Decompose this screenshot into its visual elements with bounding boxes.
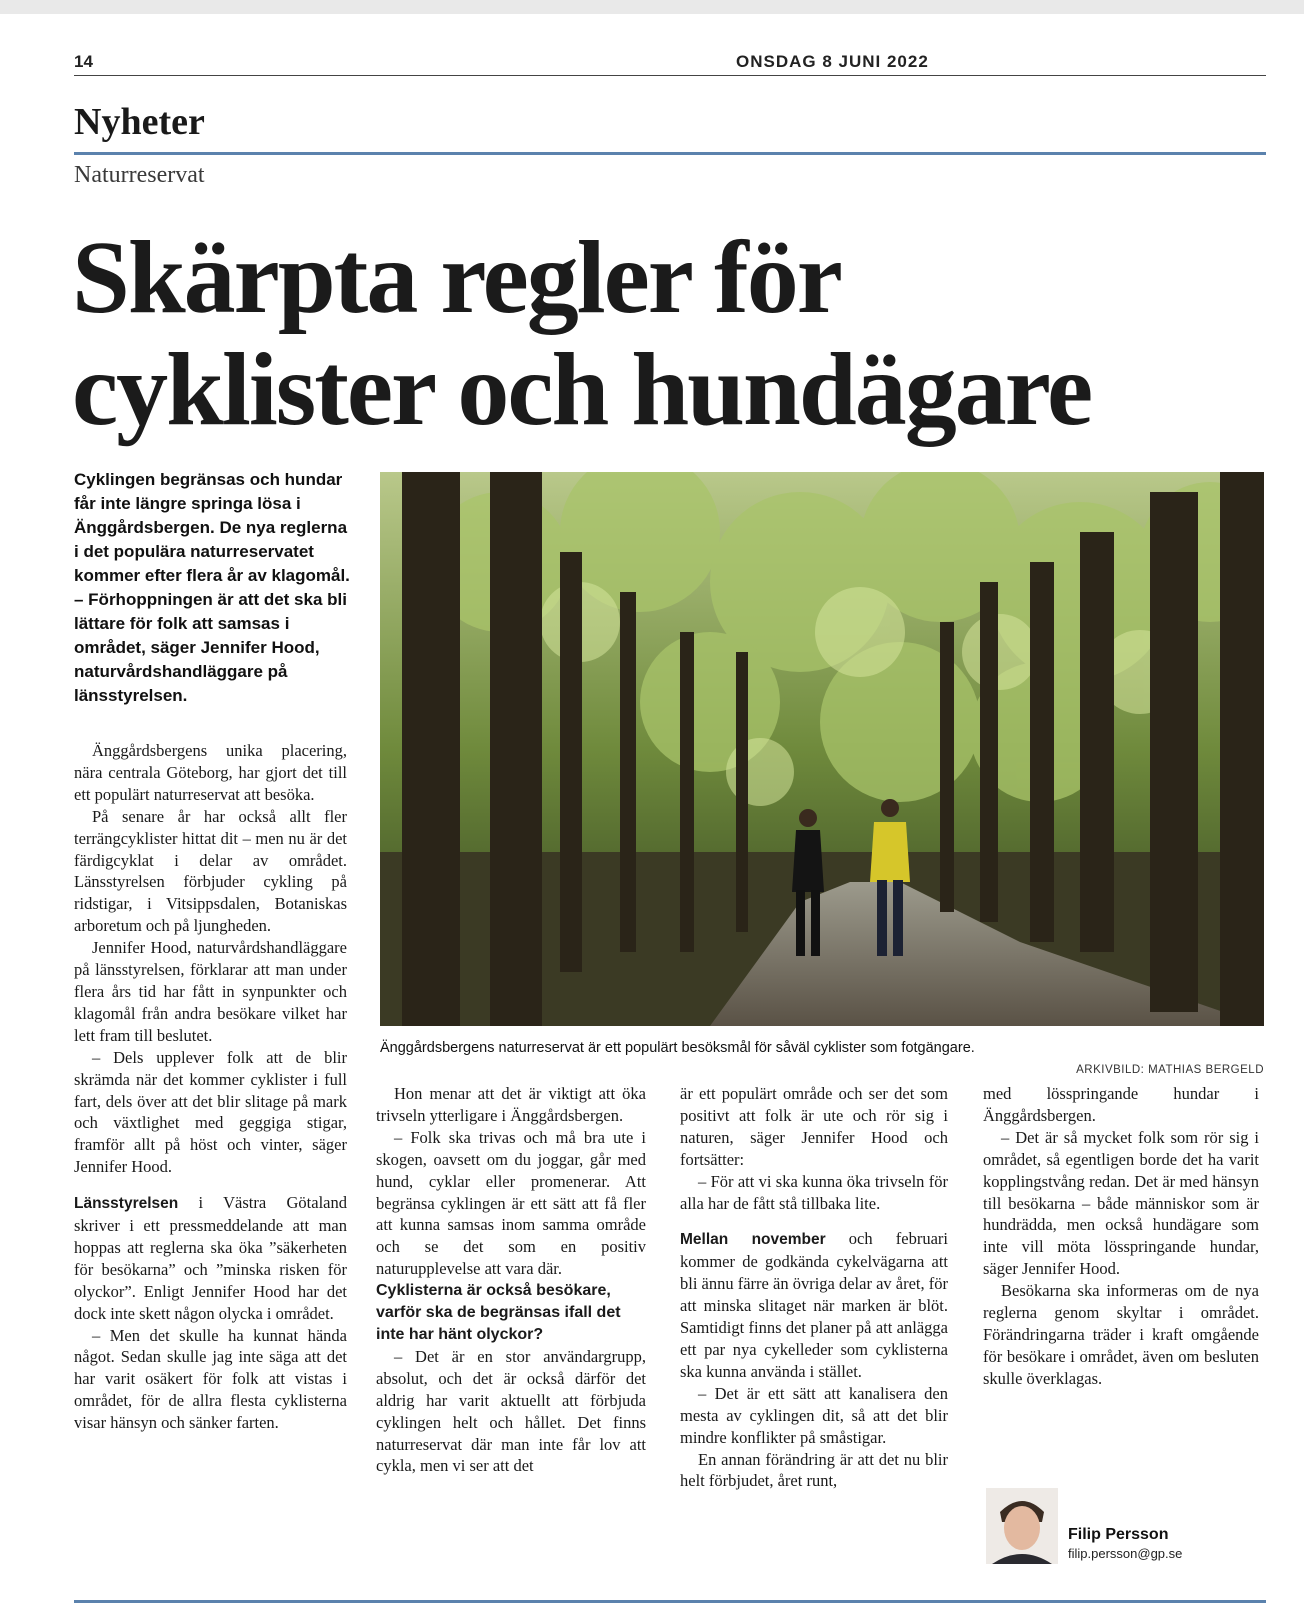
interview-question: Cyklisterna är också besökare, varför ska de begränsas ifall det inte har hänt olyckor? (376, 1282, 621, 1343)
body-paragraph: med lösspringande hundar i Änggårdsbergen. (983, 1084, 1259, 1125)
paragraph-lead: Länsstyrelsen (74, 1195, 179, 1213)
body-column-4 (983, 1083, 1259, 1390)
photo-caption: Änggårdsbergens naturreservat är ett populärt besöksmål för såväl cyklister som fotgängare. (380, 1040, 975, 1056)
body-paragraph: – Dels upplever folk att de blir skrämda när det kommer cyklister i full fart, dels över att det blir slitage på mark och växtlighet med geggiga stigar, framför allt på höst och vinter, säger Jennifer Hood. (74, 1047, 347, 1177)
body-paragraph: – Det är ett sätt att kanalisera den mesta av cyklingen dit, så att det blir mindre konflikter på småstigar. (680, 1383, 948, 1447)
header-divider (74, 75, 1266, 76)
forest-path-image (380, 472, 1264, 1026)
paragraph-text: och februari kommer de godkända cykelvägarna att bli ännu färre än övriga delar av året, för att minska slitaget när marken är blöt. Samtidigt finns det planer på att anlägga ett par nya cykelleder som cyklisterna ska kunna använda i stället. (680, 1229, 948, 1381)
section-rule (74, 152, 1266, 155)
author-name: Filip Persson (1068, 1526, 1169, 1543)
body-paragraph (680, 1228, 948, 1382)
body-paragraph: – Det är så mycket folk som rör sig i området, så egentligen borde det ha varit kopplingstvång redan. Det är med hänsyn till besökarna – både människor som är hundrädda, men också hundägare som inte vill möta lösspringande hundar, säger Jennifer Hood. (983, 1127, 1259, 1279)
page-number: 14 (74, 52, 93, 71)
article-ingress (74, 468, 354, 708)
author-byline (986, 1488, 1266, 1568)
body-paragraph: En annan förändring är att det nu blir helt förbjudet, året runt, (680, 1449, 948, 1491)
body-column-2 (376, 1083, 646, 1477)
body-paragraph: – Folk ska trivas och må bra ute i skogen, oavsett om du joggar, går med hund, cyklar eller promenerar. Att begränsa cyklingen är ett sätt att få fler att kunna samsas inom samma område och se det som en positiv naturupplevelse att vara där. (376, 1127, 646, 1279)
section-title: Nyheter (74, 101, 205, 143)
author-email[interactable]: filip.persson@gp.se (1068, 1546, 1183, 1561)
body-paragraph: Hon menar att det är viktigt att öka trivseln ytterligare i Änggårdsbergen. (376, 1084, 646, 1125)
body-paragraph: – För att vi ska kunna öka trivseln för alla har de fått stå tillbaka lite. (680, 1171, 948, 1213)
forest-path-photo (380, 472, 1264, 1026)
article-headline (72, 222, 1272, 446)
body-paragraph: Besökarna ska informeras om de nya reglerna genom skyltar i området. Förändringarna träder i kraft omgående för besökare i området, även om besluten skulle överklagas. (983, 1281, 1259, 1388)
bottom-rule (74, 1600, 1266, 1603)
ingress-quote: – Förhoppningen är att det ska bli lättare för folk att samsas i området, säger Jennifer Hood, naturvårdshandläggare på länsstyrelsen. (74, 590, 347, 705)
photo-credit: ARKIVBILD: MATHIAS BERGELD (1076, 1064, 1264, 1076)
paragraph-text: i Västra Götaland skriver i ett pressmeddelande att man hoppas att reglerna ska öka ”säkerheten för besökarna” och ”minska risken för olyckor”. Enligt Jennifer Hood har det dock inte skett någon olycka i området. (74, 1193, 347, 1323)
headline-line-2: cyklister och hundägare (72, 332, 1092, 447)
body-paragraph (74, 1192, 347, 1324)
body-column-1 (74, 740, 347, 1434)
body-column-3 (680, 1083, 948, 1492)
body-paragraph: Änggårdsbergens unika placering, nära centrala Göteborg, har gjort det till ett populärt naturreservat att besöka. (74, 741, 347, 804)
headline-line-1: Skärpta regler för (72, 220, 841, 335)
author-avatar (986, 1488, 1058, 1564)
body-paragraph: På senare år har också allt fler terrängcyklister hittat dit – men nu är det färdigcyklat i delar av området. Länsstyrelsen förbjuder cykling på ridstigar, i Vitsippsdalen, Botaniskas arboretum och på ljungheden. (74, 806, 347, 936)
body-paragraph: – Det är en stor användargrupp, absolut, och det är också därför det aldrig har varit aktuellt att förbjuda cyklingen helt och hållet. Det finns naturreservat där man inte får lov att cykla, men vi ser att det (376, 1346, 646, 1476)
issue-date: ONSDAG 8 JUNI 2022 (736, 52, 929, 71)
body-paragraph: Jennifer Hood, naturvårdshandläggare på länsstyrelsen, förklarar att man under flera års tid har fått in synpunkter och klagomål från andra besökare vilket har lett fram till beslutet. (74, 938, 347, 1045)
paragraph-lead: Mellan november (680, 1231, 826, 1249)
ingress-paragraph: Cyklingen begränsas och hundar får inte längre springa lösa i Änggårdsbergen. De nya reglerna i det populära naturreservatet kommer efter flera år av klagomål. (74, 470, 350, 585)
body-paragraph: är ett populärt område och ser det som positivt att folk är ute och rör sig i naturen, säger Jennifer Hood och fortsätter: (680, 1084, 948, 1169)
body-paragraph: – Men det skulle ha kunnat hända något. Sedan skulle jag inte säga att det har varit osäkert för folk att vistas i området, för de allra flesta cyklisterna visar hänsyn och sänker farten. (74, 1325, 347, 1433)
article-kicker: Naturreservat (74, 162, 205, 188)
